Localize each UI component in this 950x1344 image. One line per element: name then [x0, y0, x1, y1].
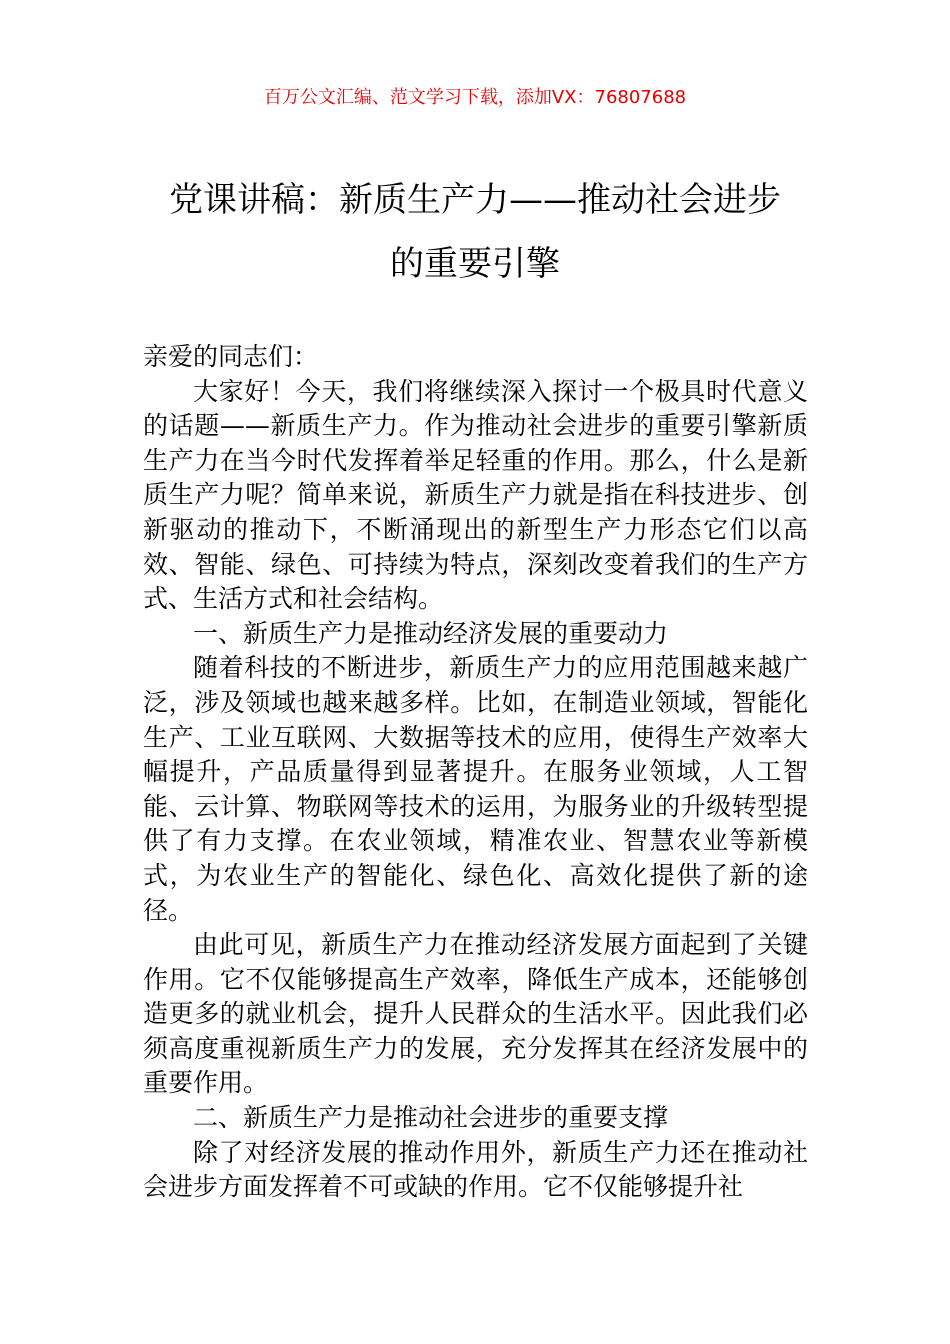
paragraph-intro: 大家好！今天，我们将继续深入探讨一个极具时代意义的话题——新质生产力。作为推动社会进步的重要引擎新质生产力在当今时代发挥着举足轻重的作用。那么，什么是新质生产力呢？简单来说，新质生产力就是指在科技进步、创新驱动的推动下，不断涌现出的新型生产力形态它们以高效、智能、绿色、可持续为特点，深刻改变着我们的生产方式、生活方式和社会结构。 — [143, 376, 808, 614]
paragraph-section-2a: 除了对经济发展的推动作用外，新质生产力还在推动社会进步方面发挥着不可或缺的作用。它不仅能够提升社 — [143, 1137, 808, 1202]
section-heading-2: 二、新质生产力是推动社会进步的重要支撑 — [193, 1103, 669, 1133]
document-body — [143, 340, 808, 1205]
paragraph-section-1b: 由此可见，新质生产力在推动经济发展方面起到了关键作用。它不仅能够提高生产效率，降低生产成本，还能够创造更多的就业机会，提升人民群众的生活水平。因此我们必须高度重视新质生产力的发展，充分发挥其在经济发展中的重要作用。 — [143, 930, 808, 1098]
title-line-1: 党课讲稿：新质生产力——推动社会进步 — [169, 180, 781, 220]
title-line-2: 的重要引擎 — [390, 244, 560, 284]
header-note: 百万公文汇编、范文学习下载，添加VX：76807688 — [263, 87, 687, 108]
paragraph-section-1a: 随着科技的不断进步，新质生产力的应用范围越来越广泛，涉及领域也越来越多样。比如，在制造业领域，智能化生产、工业互联网、大数据等技术的应用，使得生产效率大幅提升，产品质量得到显著提升。在服务业领域，人工智能、云计算、物联网等技术的运用，为服务业的升级转型提供了有力支撑。在农业领域，精准农业、智慧农业等新模式，为农业生产的智能化、绿色化、高效化提供了新的途径。 — [143, 653, 808, 925]
section-heading-1: 一、新质生产力是推动经济发展的重要动力 — [193, 618, 669, 648]
salutation: 亲爱的同志们： — [143, 342, 319, 371]
document-title — [120, 168, 830, 296]
